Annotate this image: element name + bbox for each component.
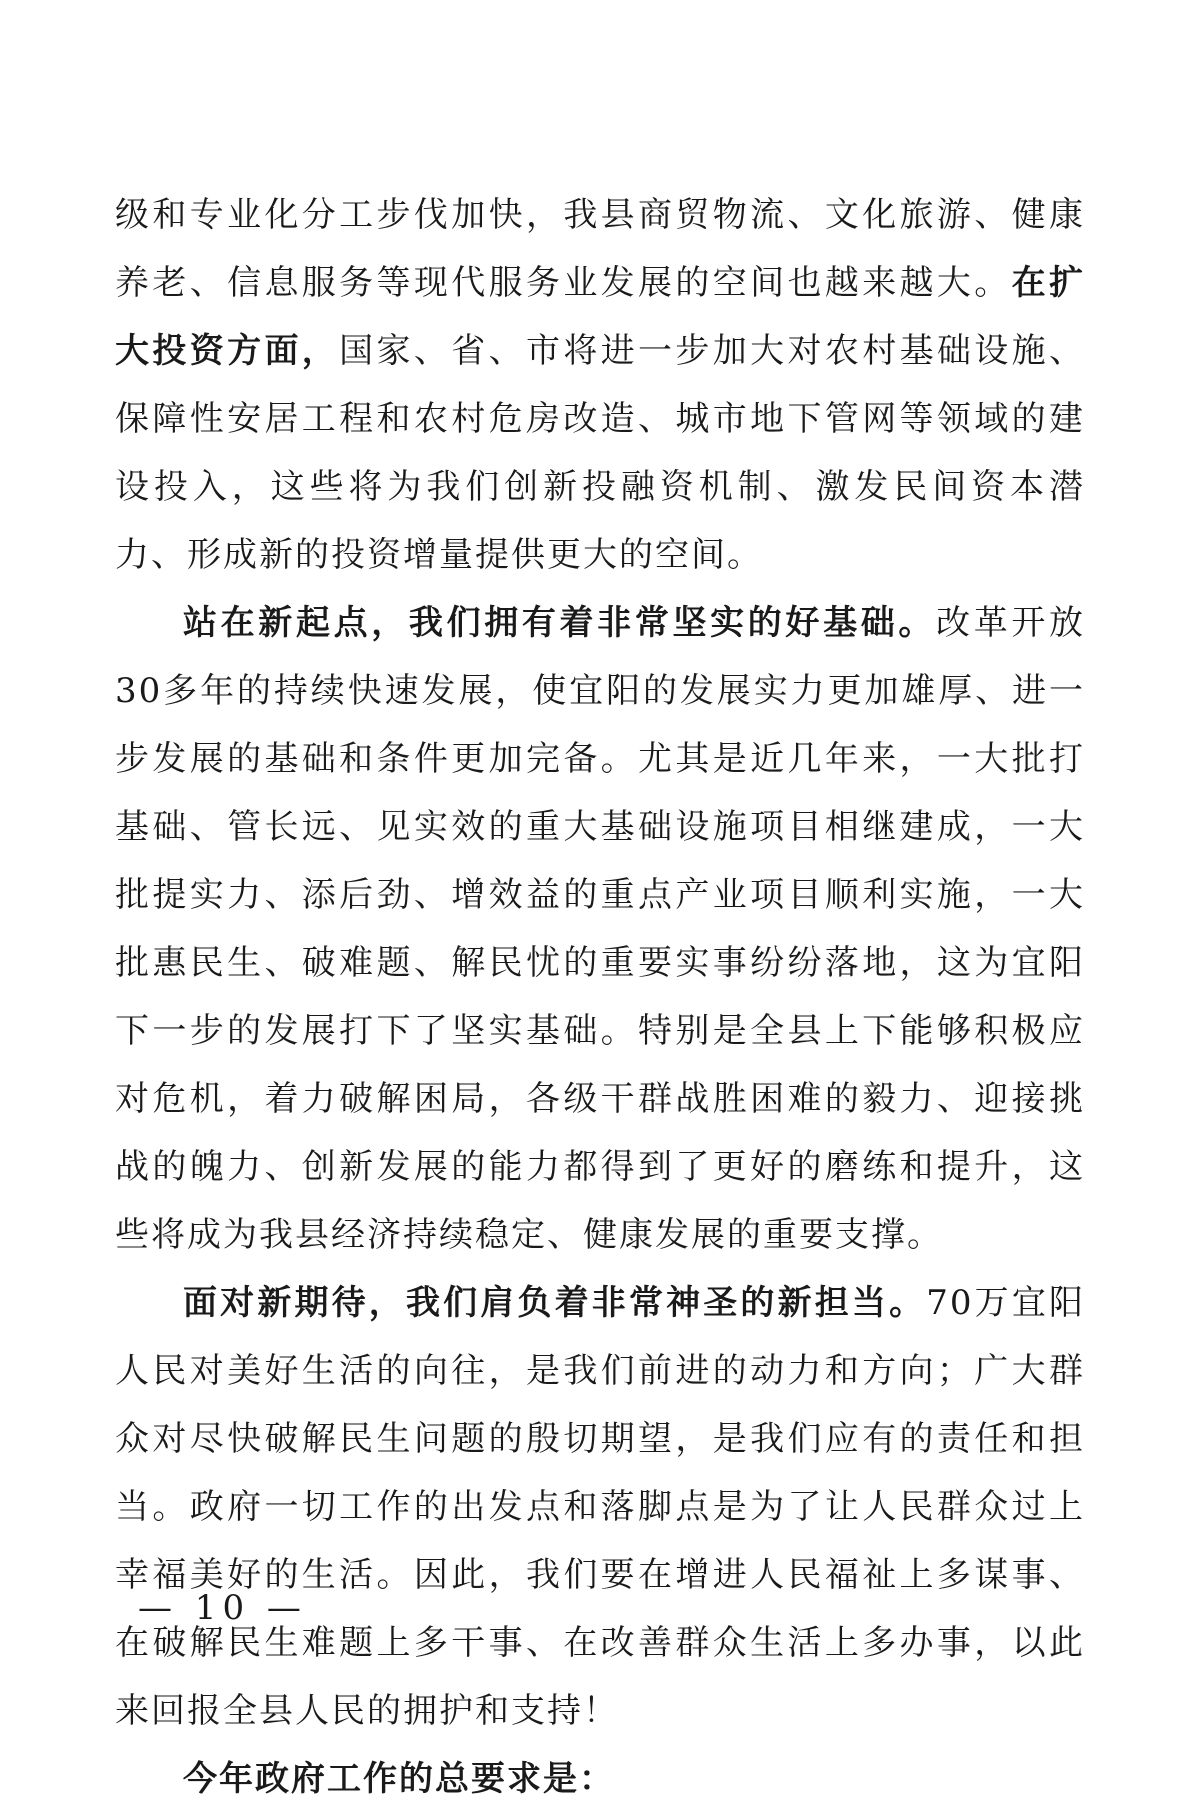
paragraph-new-expectations — [115, 1269, 1085, 1745]
section-heading-requirements: 今年政府工作的总要求是： — [183, 1759, 615, 1799]
paragraph-text: 改革开放30多年的持续快速发展，使宜阳的发展实力更加雄厚、进一步发展的基础和条件更加完备。尤其是近几年来，一大批打基础、管长远、见实效的重大基础设施项目相继建成，一大批提实力、添后劲、增效益的重点产业项目顺利实施，一大批惠民生、破难题、解民忧的重要实事纷纷落地，这为宜阳下一步的发展打下了坚实基础。特别是全县上下能够积极应对危机，着力破解困局，各级干群战胜困难的毅力、迎接挑战的魄力、创新发展的能力都得到了更好的磨练和提升，这些将成为我县经济持续稳定、健康发展的重要支撑。 — [115, 603, 1086, 1255]
paragraph-text: 级和专业化分工步伐加快，我县商贸物流、文化旅游、健康养老、信息服务等现代服务业发展的空间也越来越大。 — [115, 195, 1085, 303]
section-heading-foundation: 站在新起点，我们拥有着非常坚实的好基础。 — [183, 603, 937, 643]
page-number: — 10 — — [138, 1588, 307, 1628]
body-text — [115, 181, 1085, 1813]
paragraph-text: 国家、省、市将进一步加大对农村基础设施、保障性安居工程和农村危房改造、城市地下管网等领域的建设投入，这些将为我们创新投融资机制、激发民间资本潜力、形成新的投资增量提供更大的空间。 — [115, 331, 1086, 575]
section-heading-responsibility: 面对新期待，我们肩负着非常神圣的新担当。 — [183, 1283, 927, 1323]
paragraph-services-investment — [115, 181, 1085, 589]
paragraph-new-starting-point — [115, 589, 1085, 1269]
paragraph-general-requirements — [115, 1745, 1085, 1813]
paragraph-text: 70万宜阳人民对美好生活的向往，是我们前进的动力和方向；广大群众对尽快破解民生问题的殷切期望，是我们应有的责任和担当。政府一切工作的出发点和落脚点是为了让人民群众过上幸福美好的生活。因此，我们要在增进人民福祉上多谋事、在破解民生难题上多干事、在改善群众生活上多办事，以此来回报全县人民的拥护和支持！ — [115, 1283, 1086, 1731]
section-lead-investment: 在扩大投资方面， — [115, 263, 1086, 371]
